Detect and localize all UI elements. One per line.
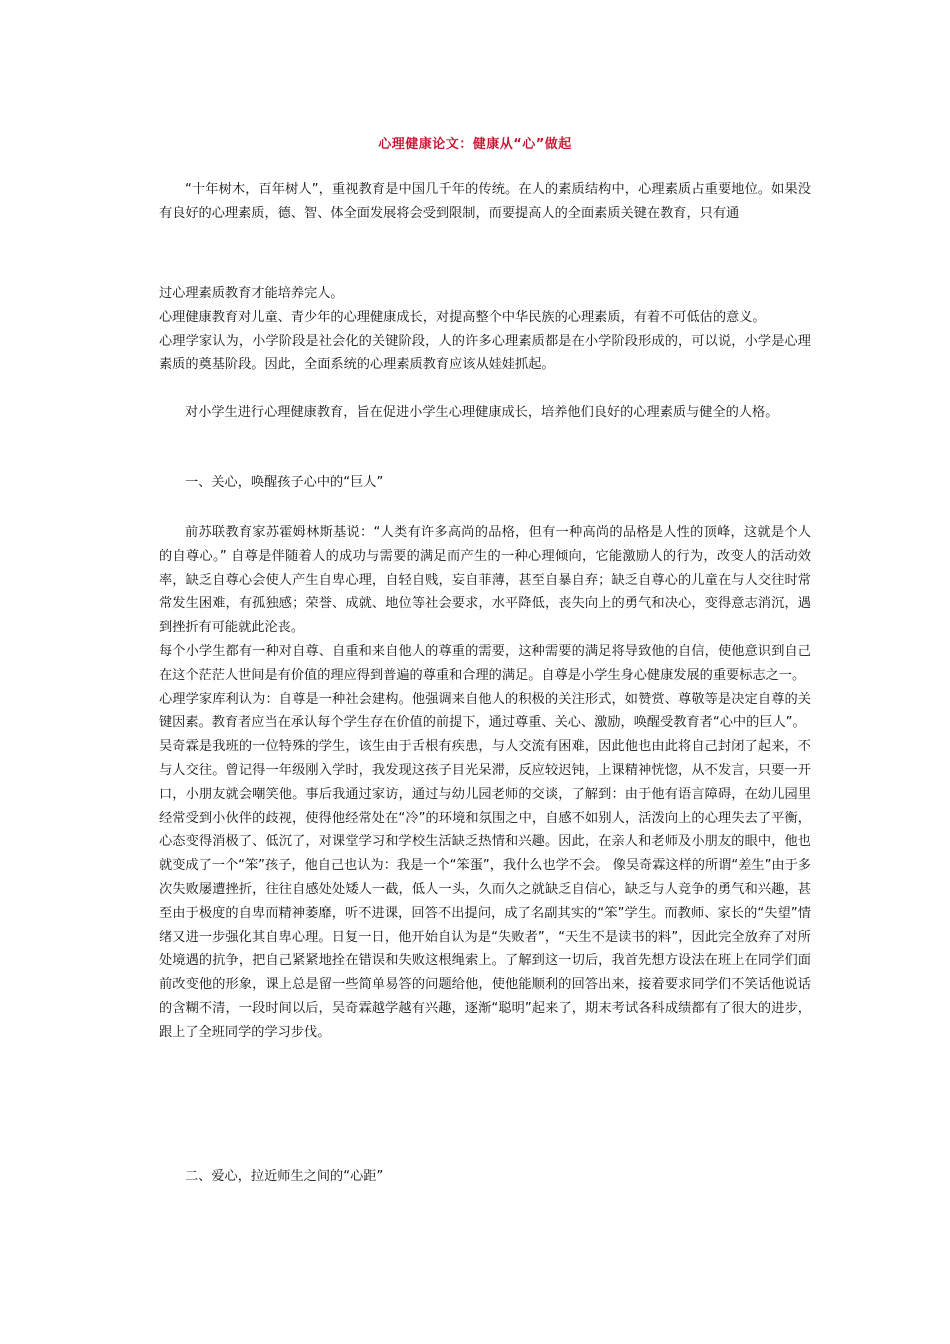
section-1-heading: 一、关心，唤醒孩子心中的“巨人” — [185, 475, 384, 490]
section-1-body — [159, 521, 811, 1045]
section-1-paragraph-3: 心理学家库利认为：自尊是一种社会建构。他强调来自他人的积极的关注形式，如赞赏、尊敬等是决定自尊的关键因素。教育者应当在承认每个学生存在价值的前提下，通过尊重、关心、激励，唤醒受教育者“心中的巨人”。 — [159, 691, 811, 731]
intro-paragraph-1: “十年树木，百年树人”，重视教育是中国几千年的传统。在人的素质结构中，心理素质占重要地位。如果没有良好的心理素质，德、智、体全面发展将会受到限制，而要提高人的全面素质关键在教育，只有通 — [159, 182, 811, 221]
intro-group — [159, 282, 811, 377]
section-1-paragraph-1: 前苏联教育家苏霍姆林斯基说：“人类有许多高尚的品格，但有一种高尚的品格是人性的顶峰，这就是个人的自尊心。” 自尊是伴随着人的成功与需要的满足而产生的一种心理倾向，它能激励人的行为，改变人的活动效率，缺乏自尊心会使人产生自卑心理，自轻自贱，妄自菲薄，甚至自暴自弃；缺乏自尊心的儿童在与人交往时常常发生困难，有孤独感；荣誉、成就、地位等社会要求，水平降低，丧失向上的勇气和决心，变得意志消沉，遇到挫折有可能就此沦丧。 — [159, 525, 811, 636]
document-title: 心理健康论文：健康从“心”做起 — [378, 137, 572, 152]
intro-paragraph-3: 心理健康教育对儿童、青少年的心理健康成长，对提高整个中华民族的心理素质，有着不可低估的意义。 — [159, 309, 766, 325]
section-1-paragraph-2: 每个小学生都有一种对自尊、自重和来自他人的尊重的需要，这种需要的满足将导致他的自信，使他意识到自己在这个茫茫人世间是有价值的理应得到普遍的尊重和合理的满足。自尊是小学生身心健康发展的重要标志之一。 — [159, 643, 811, 683]
section-2-heading: 二、爱心，拉近师生之间的“心距” — [185, 1169, 384, 1184]
intro-paragraph-5: 对小学生进行心理健康教育，旨在促进小学生心理健康成长，培养他们良好的心理素质与健全的人格。 — [185, 405, 779, 420]
intro-paragraph-4: 心理学家认为，小学阶段是社会化的关键阶段，人的许多心理素质都是在小学阶段形成的，可以说，小学是心理素质的奠基阶段。因此，全面系统的心理素质教育应该从娃娃抓起。 — [159, 333, 811, 373]
section-1-paragraph-4: 吴奇霖是我班的一位特殊的学生，该生由于舌根有疾患，与人交流有困难，因此他也由此将自己封闭了起来，不与人交往。曾记得一年级刚入学时，我发现这孩子目光呆滞，反应较迟钝，上课精神恍惚，从不发言，只要一开口，小朋友就会嘲笑他。事后我通过家访，通过与幼儿园老师的交谈，了解到：由于他有语言障碍，在幼儿园里经常受到小伙伴的歧视，使得他经常处在“冷”的环境和氛围之中，自感不如别人，活泼向上的心理失去了平衡，心态变得消极了、低沉了，对课堂学习和学校生活缺乏热情和兴趣。因此，在亲人和老师及小朋友的眼中，他也就变成了一个“笨”孩子，他自己也认为：我是一个“笨蛋”，我什么也学不会。 像吴奇霖这样的所谓“差生”由于多次失败屡遭挫折，往往自感处处矮人一截，低人一头，久而久之就缺乏自信心，缺乏与人竞争的勇气和兴趣，甚至由于极度的自卑而精神萎靡，听不进课，回答不出提问，成了名副其实的“笨”学生。而教师、家长的“失望”情绪又进一步强化其自卑心理。日复一日，他开始自认为是“失败者”，“天生不是读书的料”，因此完全放弃了对所处境遇的抗争，把自己紧紧地拴在错误和失败这根绳索上。了解到这一切后，我首先想方设法在班上在同学们面前改变他的形象，课上总是留一些简单易答的问题给他，使他能顺利的回答出来，接着要求同学们不笑话他说话的含糊不清，一段时间以后，吴奇霖越学越有兴趣，逐渐“聪明”起来了，期末考试各科成绩都有了很大的进步，跟上了全班同学的学习步伐。 — [159, 739, 811, 1040]
intro-paragraph-2: 过心理素质教育才能培养完人。 — [159, 286, 344, 301]
